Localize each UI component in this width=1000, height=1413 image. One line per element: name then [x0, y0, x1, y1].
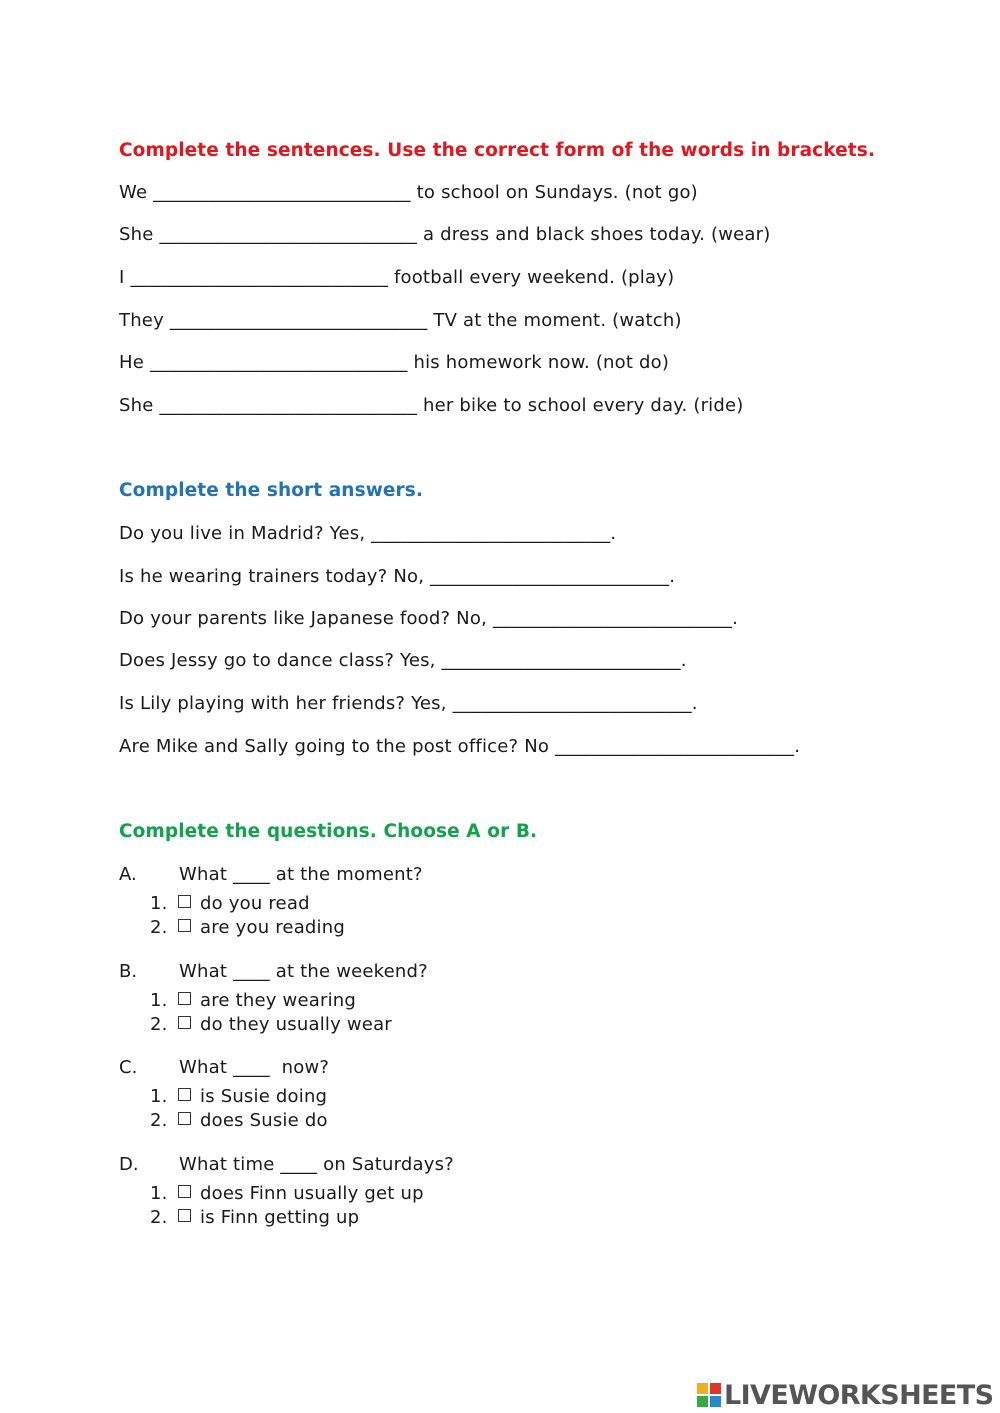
question-text: Is he wearing trainers today? No, — [119, 566, 425, 587]
logo-text: LIVEWORKSHEETS — [724, 1379, 994, 1411]
period: . — [794, 736, 801, 757]
sentence-start: She — [119, 395, 154, 416]
short-answer-5 — [119, 693, 698, 714]
option-label: are they wearing — [200, 990, 357, 1011]
short-answer-1 — [119, 523, 616, 544]
logo-square — [697, 1383, 708, 1394]
option-number: 2. — [150, 1014, 168, 1035]
answer-blank[interactable]: ____________________________ — [149, 352, 408, 373]
option-number: 2. — [150, 1110, 168, 1131]
section-2-heading: Complete the short answers. — [119, 480, 423, 501]
logo-square — [697, 1396, 708, 1407]
option-label: are you reading — [200, 917, 345, 938]
sentence-end: TV at the moment. (watch) — [433, 310, 682, 331]
short-answer-2 — [119, 566, 675, 587]
checkbox[interactable] — [178, 1088, 191, 1101]
question-text: What ____ now? — [179, 1057, 330, 1078]
option-d2 — [150, 1207, 359, 1228]
option-a2 — [150, 917, 345, 938]
sentence-end: to school on Sundays. (not go) — [416, 182, 698, 203]
sentence-1 — [119, 182, 698, 203]
checkbox[interactable] — [178, 1112, 191, 1125]
logo-square — [710, 1396, 721, 1407]
question-letter: B. — [119, 961, 138, 982]
sentence-start: We — [119, 182, 148, 203]
period: . — [610, 523, 617, 544]
option-label: does Finn usually get up — [200, 1183, 424, 1204]
option-c2 — [150, 1110, 328, 1131]
question-text: Are Mike and Sally going to the post office? No — [119, 736, 550, 757]
checkbox[interactable] — [178, 895, 191, 908]
sentence-start: She — [119, 224, 154, 245]
answer-blank[interactable]: __________________________ — [492, 608, 733, 629]
sentence-6 — [119, 395, 744, 416]
question-letter: C. — [119, 1057, 138, 1078]
option-a1 — [150, 893, 310, 914]
answer-blank[interactable]: __________________________ — [371, 523, 611, 544]
question-letter: A. — [119, 864, 137, 885]
short-answer-4 — [119, 650, 687, 671]
option-b2 — [150, 1014, 392, 1035]
question-text: Do you live in Madrid? Yes, — [119, 523, 366, 544]
option-label: does Susie do — [200, 1110, 328, 1131]
answer-blank[interactable]: __________________________ — [555, 736, 795, 757]
sentence-4 — [119, 310, 682, 331]
short-answer-3 — [119, 608, 738, 629]
option-b1 — [150, 990, 356, 1011]
logo-square — [710, 1383, 721, 1394]
checkbox[interactable] — [178, 1016, 191, 1029]
period: . — [680, 650, 687, 671]
period: . — [732, 608, 739, 629]
question-text: Do your parents like Japanese food? No, — [119, 608, 487, 629]
sentence-end: his homework now. (not do) — [413, 352, 670, 373]
checkbox[interactable] — [178, 992, 191, 1005]
section-1-heading: Complete the sentences. Use the correct form of the words in brackets. — [119, 140, 875, 161]
answer-blank[interactable]: __________________________ — [441, 650, 681, 671]
option-number: 1. — [150, 990, 168, 1011]
answer-blank[interactable]: ____________________________ — [159, 395, 418, 416]
option-d1 — [150, 1183, 424, 1204]
short-answer-6 — [119, 736, 800, 757]
section-3-heading: Complete the questions. Choose A or B. — [119, 821, 538, 842]
option-label: is Susie doing — [200, 1086, 328, 1107]
answer-blank[interactable]: ____________________________ — [159, 224, 418, 245]
option-number: 2. — [150, 1207, 168, 1228]
sentence-start: He — [119, 352, 145, 373]
period: . — [669, 566, 676, 587]
option-number: 1. — [150, 1086, 168, 1107]
option-number: 1. — [150, 1183, 168, 1204]
question-text: What ____ at the weekend? — [179, 961, 428, 982]
sentence-2 — [119, 224, 771, 245]
answer-blank[interactable]: __________________________ — [452, 693, 692, 714]
option-label: is Finn getting up — [200, 1207, 360, 1228]
checkbox[interactable] — [178, 1209, 191, 1222]
answer-blank[interactable]: ____________________________ — [169, 310, 428, 331]
answer-blank[interactable]: ____________________________ — [130, 267, 389, 288]
period: . — [691, 693, 698, 714]
sentence-5 — [119, 352, 669, 373]
question-text: What ____ at the moment? — [179, 864, 423, 885]
answer-blank[interactable]: ____________________________ — [153, 182, 411, 203]
option-c1 — [150, 1086, 327, 1107]
liveworksheets-logo — [697, 1378, 995, 1412]
option-label: do they usually wear — [200, 1014, 392, 1035]
question-text: What time ____ on Saturdays? — [179, 1154, 454, 1175]
option-number: 1. — [150, 893, 168, 914]
sentence-end: a dress and black shoes today. (wear) — [422, 224, 771, 245]
sentence-end: football every weekend. (play) — [393, 267, 675, 288]
sentence-3 — [119, 267, 674, 288]
sentence-end: her bike to school every day. (ride) — [422, 395, 744, 416]
option-label: do you read — [200, 893, 310, 914]
question-text: Does Jessy go to dance class? Yes, — [119, 650, 436, 671]
option-number: 2. — [150, 917, 168, 938]
checkbox[interactable] — [178, 1185, 191, 1198]
sentence-start: They — [119, 310, 164, 331]
question-text: Is Lily playing with her friends? Yes, — [119, 693, 447, 714]
liveworksheets-logo-icon — [697, 1383, 721, 1407]
sentence-start: I — [119, 267, 125, 288]
checkbox[interactable] — [178, 919, 191, 932]
question-letter: D. — [119, 1154, 139, 1175]
answer-blank[interactable]: __________________________ — [430, 566, 670, 587]
